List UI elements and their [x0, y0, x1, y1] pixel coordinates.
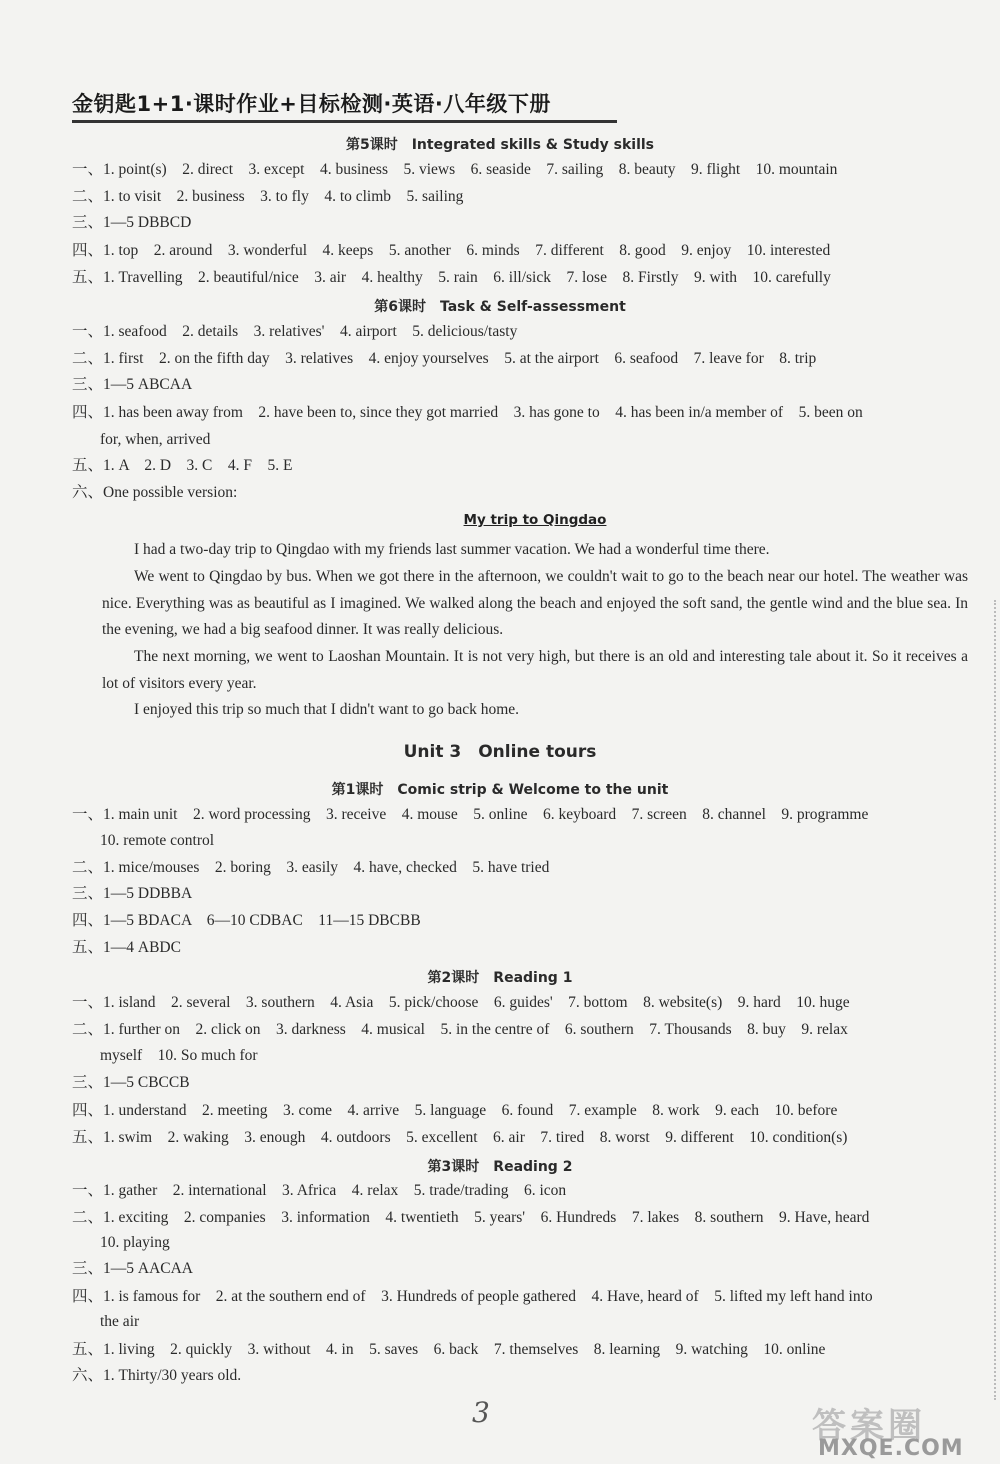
unit3-lesson2-title: 第2课时 Reading 1 — [427, 970, 573, 986]
lesson6-line-2: 二、1. first 2. on the fifth day 3. relatives 4. enjoy yourselves 5. at the airport 6. seafood 7. leave for 8. trip — [72, 350, 817, 367]
lesson5-title: 第5课时 Integrated skills & Study skills — [345, 137, 655, 153]
unit3-lesson3-line-2-cont: 10. playing — [100, 1234, 170, 1251]
lesson6-line-3: 三、1—5 ABCAA — [72, 376, 193, 393]
site-watermark — [812, 1398, 992, 1460]
page-number: 3 — [472, 1396, 490, 1429]
unit3-title: Unit 3 Online tours — [403, 742, 597, 762]
essay-title: My trip to Qingdao — [463, 512, 607, 528]
watermark-url: MXQE.COM — [818, 1436, 964, 1461]
unit3-lesson1-line-5: 五、1—4 ABDC — [72, 939, 181, 956]
unit3-lesson1-line-1: 一、1. main unit 2. word processing 3. receive 4. mouse 5. online 6. keyboard 7. screen 8. channel 9. programme — [72, 806, 869, 823]
essay-paragraph-3: The next morning, we went to Laoshan Mountain. It is not very high, but there is an old and interesting tale about it. So it receives a lot of visitors every year. — [102, 648, 968, 692]
lesson6-title: 第6课时 Task & Self-assessment — [374, 299, 626, 315]
essay-paragraph-4: I enjoyed this trip so much that I didn't want to go back home. — [134, 701, 520, 718]
header-rule — [72, 120, 617, 123]
unit3-lesson2-line-5: 五、1. swim 2. waking 3. enough 4. outdoors 5. excellent 6. air 7. tired 8. worst 9. different 10. condition(s) — [72, 1129, 848, 1146]
unit3-lesson3-line-3: 三、1—5 AACAA — [72, 1260, 193, 1277]
lesson5-line-3: 三、1—5 DBBCD — [72, 214, 192, 231]
unit3-lesson2-line-4: 四、1. understand 2. meeting 3. come 4. arrive 5. language 6. found 7. example 8. work 9. each 10. before — [72, 1102, 838, 1119]
unit3-lesson3-line-6: 六、1. Thirty/30 years old. — [72, 1367, 242, 1384]
unit3-lesson1-line-4: 四、1—5 BDACA 6—10 CDBAC 11—15 DBCBB — [72, 912, 421, 929]
lesson5-line-4: 四、1. top 2. around 3. wonderful 4. keeps 5. another 6. minds 7. different 8. good 9. enjoy 10. interested — [72, 242, 831, 259]
book-header: 金钥匙1+1·课时作业+目标检测·英语·八年级下册 — [72, 92, 551, 116]
lesson5-line-5: 五、1. Travelling 2. beautiful/nice 3. air 4. healthy 5. rain 6. ill/sick 7. lose 8. Firstly 9. with 10. carefully — [72, 269, 831, 286]
unit3-lesson2-line-3: 三、1—5 CBCCB — [72, 1074, 190, 1091]
unit3-lesson3-line-4-cont: the air — [100, 1313, 140, 1330]
scan-edge-dots — [992, 600, 996, 1400]
essay-paragraph-2: We went to Qingdao by bus. When we got there in the afternoon, we couldn't wait to go to the beach near our hotel. The weather was nice. Everything was as beautiful as I imagined. We walked along the beach and enjoyed the soft sand, the gentle wind and the blue sea. In the evening, we had a big seafood dinner. It was really delicious. — [102, 568, 968, 638]
unit3-lesson2-line-2: 二、1. further on 2. click on 3. darkness 4. musical 5. in the centre of 6. southern 7. Thousands 8. buy 9. relax — [72, 1021, 848, 1038]
unit3-lesson1-line-3: 三、1—5 DDBBA — [72, 885, 193, 902]
unit3-lesson2-line-2-cont: myself 10. So much for — [100, 1047, 258, 1064]
unit3-lesson3-line-4: 四、1. is famous for 2. at the southern end of 3. Hundreds of people gathered 4. Have, heard of 5. lifted my left hand into — [72, 1288, 873, 1305]
unit3-lesson3-line-1: 一、1. gather 2. international 3. Africa 4. relax 5. trade/trading 6. icon — [72, 1182, 567, 1199]
unit3-lesson1-line-1-cont: 10. remote control — [100, 832, 215, 849]
unit3-lesson1-line-2: 二、1. mice/mouses 2. boring 3. easily 4. have, checked 5. have tried — [72, 859, 550, 876]
unit3-lesson3-title: 第3课时 Reading 2 — [427, 1159, 573, 1175]
lesson5-line-2: 二、1. to visit 2. business 3. to fly 4. to climb 5. sailing — [72, 188, 464, 205]
lesson5-line-1: 一、1. point(s) 2. direct 3. except 4. business 5. views 6. seaside 7. sailing 8. beauty 9. flight 10. mountain — [72, 161, 838, 178]
essay-paragraph-1: I had a two-day trip to Qingdao with my friends last summer vacation. We had a wonderful time there. — [134, 541, 770, 558]
unit3-lesson3-line-2: 二、1. exciting 2. companies 3. information 4. twentieth 5. years' 6. Hundreds 7. lakes 8. southern 9. Have, heard — [72, 1209, 870, 1226]
lesson6-line-1: 一、1. seafood 2. details 3. relatives' 4. airport 5. delicious/tasty — [72, 323, 518, 340]
unit3-lesson2-line-1: 一、1. island 2. several 3. southern 4. Asia 5. pick/choose 6. guides' 7. bottom 8. website(s) 9. hard 10. huge — [72, 994, 850, 1011]
lesson6-line-6: 六、One possible version: — [72, 484, 238, 501]
unit3-lesson1-title: 第1课时 Comic strip & Welcome to the unit — [331, 782, 669, 798]
lesson6-line-4: 四、1. has been away from 2. have been to, since they got married 3. has gone to 4. has been in/a member of 5. been on — [72, 404, 863, 421]
watermark-logo-text: 答案圈 — [812, 1406, 926, 1446]
lesson6-line-5: 五、1. A 2. D 3. C 4. F 5. E — [72, 457, 293, 474]
lesson6-line-4-cont: for, when, arrived — [100, 431, 211, 448]
unit3-lesson3-line-5: 五、1. living 2. quickly 3. without 4. in 5. saves 6. back 7. themselves 8. learning 9. watching 10. online — [72, 1341, 826, 1358]
